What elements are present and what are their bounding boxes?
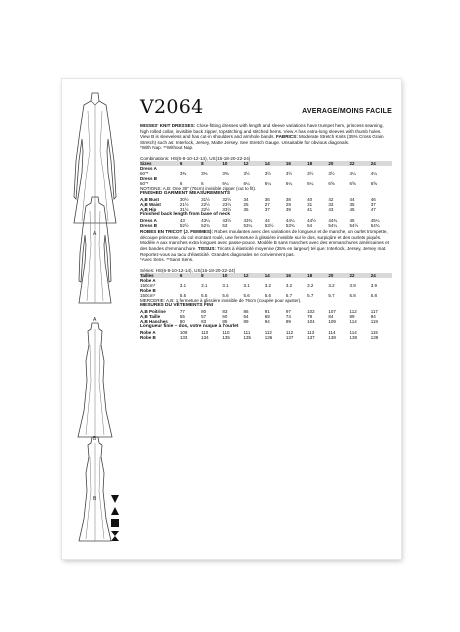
- row-label: A,B Hip: [140, 207, 157, 213]
- yardage-cell: 6¼: [243, 180, 250, 186]
- size-cell: 20: [328, 272, 334, 278]
- measurement-cell: 35: [349, 202, 355, 208]
- yardage-cell: 6⅝: [349, 180, 356, 186]
- view-label: B: [93, 496, 97, 502]
- fabric-width: 150cm*: [140, 282, 156, 288]
- measurement-cell: 84: [328, 314, 334, 320]
- view-a-back-drawing: [76, 195, 114, 307]
- view-label: A: [93, 231, 97, 237]
- row-label: A,B Taille: [140, 314, 161, 320]
- measurement-cell: 115: [370, 330, 378, 336]
- measurement-cell: 36: [264, 197, 270, 203]
- measurement-cell: 39: [285, 207, 291, 213]
- measurement-cell: 32½: [201, 207, 210, 213]
- size-cell: 18: [307, 160, 313, 166]
- row-label: A,B Bust: [140, 197, 159, 203]
- measurement-cell: 52¾: [201, 223, 210, 229]
- fabric-shape-hourglass-icon: [110, 518, 126, 528]
- measurement-cell: 136: [264, 335, 273, 341]
- fabric-shape-legend: [110, 494, 126, 544]
- french-measurements-title: MESURES DU VÊTEMENTS FINI: [140, 303, 214, 309]
- row-label: A,B Hanches: [140, 319, 168, 325]
- french-length-table: [140, 330, 392, 340]
- measurement-cell: 54¼: [328, 223, 338, 229]
- row-label: Robe A: [140, 330, 156, 336]
- size-cell: 24: [370, 272, 376, 278]
- yardage-cell: 6¼: [264, 180, 271, 186]
- measurement-cell: 102: [307, 309, 315, 315]
- measurement-cell: 114: [349, 319, 357, 325]
- measurement-cell: 44¾: [328, 218, 338, 224]
- measurement-cell: 33: [328, 202, 334, 208]
- measurement-cell: 55: [179, 314, 185, 320]
- yardage-cell: 3½: [264, 170, 271, 176]
- size-cell: 6: [179, 272, 183, 278]
- measurement-cell: 94: [264, 319, 270, 325]
- yardage-cell: 5.6: [222, 292, 229, 298]
- size-cell: 22: [349, 160, 355, 166]
- english-description-text: Close-fitting dresses with length and sleeve variations have trumpet hem, princess seaming, high rolled collar, invisible back zipper, topstitching and stitched hems. View A has extra-long sleeves with thumb holes. View B is sleeveless and has cut-in shoulders and armhole bands.: [140, 123, 384, 140]
- measurement-cell: 112: [285, 330, 294, 336]
- measurement-cell: 112: [264, 330, 272, 336]
- english-notions: NOTIONS: A,B: One 30" (76cm) invisible zipper (cut to fit).: [140, 185, 257, 191]
- measurement-cell: 30½: [179, 197, 189, 203]
- pattern-envelope-back: [62, 79, 401, 559]
- measurement-cell: 138: [349, 335, 358, 341]
- measurement-cell: 60: [222, 314, 228, 320]
- fabric-shape-hourglass-icon: [110, 530, 126, 542]
- yardage-cell: 3.2: [285, 282, 293, 288]
- measurement-cell: 138: [328, 335, 336, 341]
- measurement-cell: 94: [370, 314, 376, 320]
- yardage-cell: 3.1: [201, 282, 208, 288]
- measurement-cell: 85: [222, 319, 228, 325]
- measurement-cell: 53¼: [243, 223, 253, 229]
- size-cell: 20: [328, 160, 334, 166]
- view-name: Robe B: [140, 287, 156, 293]
- french-title: ROBES EN TRICOT (J. FEMMES):: [140, 229, 213, 235]
- view-name: Dress A: [140, 165, 157, 171]
- row-label: Dress A: [140, 218, 157, 224]
- yardage-cell: 5.6: [243, 292, 250, 298]
- measurement-cell: 117: [370, 309, 378, 315]
- french-nap-note: *Avec Sens. **Sans Sens.: [140, 257, 194, 263]
- measurement-cell: 110: [201, 330, 209, 336]
- yardage-cell: 3.9: [370, 282, 377, 288]
- yardage-cell: 5.8: [349, 292, 356, 298]
- measurement-cell: 64: [243, 314, 249, 320]
- size-cell: 14: [264, 160, 270, 166]
- measurement-cell: 99: [285, 319, 291, 325]
- size-cell: 16: [285, 160, 291, 166]
- sizes-label: Tailles: [140, 272, 154, 278]
- english-length-title: Finished back length from base of neck: [140, 212, 231, 218]
- english-fabrics-label: FABRICS:: [276, 134, 298, 140]
- french-sizes-table: [140, 273, 392, 298]
- yardage-cell: 6¼: [222, 180, 229, 186]
- yardage-cell: 5.5: [179, 292, 187, 298]
- view-b-back-drawing: [76, 435, 114, 547]
- yardage-cell: 4¼: [349, 170, 356, 176]
- measurement-cell: 89: [243, 319, 249, 325]
- measurement-cell: 137: [285, 335, 294, 341]
- french-measurements-table: [140, 309, 392, 324]
- measurement-cell: 91: [264, 309, 270, 315]
- measurement-row: [140, 223, 392, 228]
- measurement-cell: 53: [222, 223, 228, 229]
- measurement-cell: 53½: [264, 223, 274, 229]
- yardage-cell: 3.9: [349, 282, 356, 288]
- french-fabrics-label: TISSUS:: [197, 246, 216, 252]
- measurement-cell: 110: [222, 330, 230, 336]
- view-label: A: [93, 317, 97, 323]
- english-combinations: Combinations: HS(6-8-10-12-14), US(16-18-20-22-24): [140, 155, 251, 161]
- yardage-cell: 3½: [285, 170, 293, 176]
- measurement-cell: 133: [179, 335, 188, 341]
- yardage-cell: 5.7: [328, 292, 335, 298]
- measurement-cell: 40: [307, 197, 313, 203]
- yardage-cell: 3⅜: [179, 170, 187, 176]
- yardage-cell: 6: [201, 180, 204, 186]
- yardage-cell: 3½: [328, 170, 335, 176]
- measurement-cell: 44: [264, 218, 270, 224]
- french-notions: MERCERIE: A,B: 1 fermeture à glissière invisible de 76cm (coupée pour ajuster).: [140, 297, 302, 303]
- size-cell: 12: [243, 272, 249, 278]
- row-label: A,B Poitrine: [140, 309, 166, 315]
- measurement-cell: 112: [349, 309, 357, 315]
- measurement-cell: 27: [264, 202, 270, 208]
- yardage-cell: 5.7: [285, 292, 293, 298]
- measurement-cell: 46: [370, 197, 376, 203]
- yardage-cell: 3.1: [243, 282, 250, 288]
- yardage-cell: 3⅜: [201, 170, 208, 176]
- yardage-cell: 5.5: [201, 292, 208, 298]
- measurement-cell: 114: [349, 330, 357, 336]
- measurement-cell: 44: [349, 197, 355, 203]
- measurement-cell: 21½: [179, 202, 189, 208]
- measurement-cell: 135: [222, 335, 230, 341]
- english-sizes-table: [140, 161, 392, 186]
- measurement-cell: 83: [222, 309, 228, 315]
- view-label: B: [93, 436, 97, 442]
- size-cell: 14: [264, 272, 270, 278]
- french-length-title: Longueur finie – dos, votre nuque à l'ourlet: [140, 324, 239, 330]
- english-title: MISSES' KNIT DRESSES:: [140, 123, 196, 128]
- measurement-cell: 79: [307, 314, 313, 320]
- measurement-cell: 114: [328, 330, 336, 336]
- measurement-cell: 43: [328, 207, 334, 213]
- measurement-cell: 44½: [307, 218, 316, 224]
- measurement-cell: 135: [243, 335, 252, 341]
- measurement-cell: 74: [285, 314, 291, 320]
- measurement-cell: 31½: [179, 207, 189, 213]
- french-description-text: Robes moulantes avec des variations de longueur et de manche, un ourlet trompette, découpe princesse, du col montant roulé, une fermeture à glissière invisible sur le dos, surpiqûre et des ourlets piqués. Modèle A aux manches extra longues avec passe-pouce. Modèle B sans manches avec des emmanchures américaines et des bandes d'emmanchure.: [140, 229, 389, 252]
- size-cell: 12: [243, 160, 249, 166]
- measurement-cell: 45: [349, 207, 355, 213]
- measurement-cell: 37: [370, 202, 376, 208]
- measurement-cell: 69: [264, 314, 270, 320]
- measurement-cell: 111: [243, 330, 251, 336]
- english-measurements-table: [140, 197, 392, 212]
- fabric-shape-square-icon: [110, 506, 126, 516]
- measurement-cell: 119: [370, 319, 378, 325]
- size-cell: 8: [201, 272, 204, 278]
- measurement-cell: 139: [370, 335, 379, 341]
- measurement-cell: 97: [285, 309, 291, 315]
- measurement-cell: 22½: [201, 202, 210, 208]
- measurement-cell: 89: [349, 314, 355, 320]
- english-nap-note: *With Nap. **Without Nap.: [140, 145, 194, 151]
- french-series: Séries: HS(6-8-10-12-14), US(16-18-20-22-24): [140, 267, 236, 273]
- measurement-cell: 54½: [349, 223, 359, 229]
- french-description: [140, 229, 392, 263]
- measurement-cell: 35: [243, 207, 249, 213]
- measurement-cell: 54¾: [370, 223, 380, 229]
- view-b-front-drawing: [76, 321, 114, 441]
- yardage-cell: 5.7: [307, 292, 314, 298]
- measurement-cell: 86: [243, 309, 249, 315]
- row-label: Robe B: [140, 335, 156, 341]
- row-label: Dress B: [140, 223, 158, 229]
- yardage-cell: 6¼: [307, 180, 314, 186]
- yardage-cell: 3.2: [328, 282, 335, 288]
- french-fabrics-text: Tricots à élasticité moyenne (35% en largeur) tel que: Interlock, Jersey, Jersey mat. Reportez-vous au tacu d'élasticité. Grandes diagonales ne conviennent pas.: [140, 246, 387, 257]
- measurement-cell: 33½: [222, 207, 232, 213]
- measurement-cell: 38: [285, 197, 291, 203]
- size-cell: 16: [285, 272, 291, 278]
- measurement-cell: 41: [307, 207, 313, 213]
- yardage-cell: 6¼: [285, 180, 293, 186]
- measurement-cell: 31½: [201, 197, 210, 203]
- size-cell: 10: [222, 272, 228, 278]
- yardage-cell: 3⅜: [222, 170, 229, 176]
- measurement-cell: 53¾: [285, 223, 295, 229]
- measurement-cell: 107: [328, 309, 336, 315]
- measurement-cell: 80: [201, 309, 207, 315]
- fabric-width: 60"*: [140, 180, 149, 186]
- header: [140, 91, 392, 117]
- measurement-cell: 113: [307, 330, 315, 336]
- measurement-cell: 57: [201, 314, 207, 320]
- size-cell: 18: [307, 272, 313, 278]
- measurement-cell: 45¼: [370, 218, 380, 224]
- measurement-cell: 134: [201, 335, 209, 341]
- measurement-cell: 54: [307, 223, 313, 229]
- measurement-cell: 47: [370, 207, 376, 213]
- english-measurements-title: FINISHED GARMENT MEASUREMENTS: [140, 191, 231, 197]
- english-length-table: [140, 218, 392, 228]
- measurement-cell: 44¼: [285, 218, 295, 224]
- measurement-cell: 43¼: [201, 218, 210, 224]
- measurement-cell: 23½: [222, 202, 232, 208]
- measurement-cell: 77: [179, 309, 185, 315]
- size-cell: 24: [370, 160, 376, 166]
- view-name: Dress B: [140, 175, 158, 181]
- measurement-cell: 109: [328, 319, 336, 325]
- measurement-cell: 43: [179, 218, 185, 224]
- yardage-cell: 5.6: [264, 292, 271, 298]
- row-label: A,B Waist: [140, 202, 161, 208]
- yardage-cell: 3½: [307, 170, 314, 176]
- measurement-cell: 34: [243, 197, 249, 203]
- measurement-cell: 52½: [179, 223, 189, 229]
- measurement-cell: 80: [179, 319, 185, 325]
- yardage-cell: 3.1: [179, 282, 187, 288]
- yardage-cell: 3.2: [307, 282, 314, 288]
- measurement-cell: 45: [349, 218, 355, 224]
- yardage-cell: 6⅝: [328, 180, 335, 186]
- english-fabrics-text: Moderate Stretch Knits (35% Cross Grain Stretch) such as: Interlock, Jersey, Matte Jersey. See Stretch Gauge. Unsuitable for obvious diagonals.: [140, 134, 384, 145]
- measurement-cell: 109: [179, 330, 188, 336]
- measurement-cell: 83: [201, 319, 207, 325]
- measurement-cell: 31: [307, 202, 313, 208]
- sizes-label: Sizes: [140, 160, 152, 166]
- skill-level: AVERAGE/MOINS FACILE: [302, 108, 392, 115]
- measurement-cell: 42: [328, 197, 334, 203]
- pattern-info: [140, 91, 392, 340]
- yardage-cell: 4¼: [370, 170, 377, 176]
- measurement-cell: 137: [307, 335, 315, 341]
- measurement-cell: 29: [285, 202, 291, 208]
- pattern-number: V2064: [140, 96, 204, 118]
- yardage-cell: 6⅝: [370, 180, 377, 186]
- fabric-shape-triangle-icon: [110, 494, 126, 504]
- measurement-cell: 25: [243, 202, 249, 208]
- yardage-cell: 3.1: [222, 282, 229, 288]
- yardage-cell: 3.2: [264, 282, 271, 288]
- measurement-cell: 104: [307, 319, 315, 325]
- yardage-cell: 6: [179, 180, 183, 186]
- size-cell: 10: [222, 160, 228, 166]
- size-cell: 8: [201, 160, 204, 166]
- yardage-cell: 5.8: [370, 292, 377, 298]
- measurement-cell: 37: [264, 207, 270, 213]
- measurement-cell: 32½: [222, 197, 232, 203]
- size-cell: 22: [349, 272, 355, 278]
- technical-drawings: [62, 79, 132, 559]
- yardage-cell: 3½: [243, 170, 250, 176]
- fabric-width: 60"*: [140, 170, 149, 176]
- measurement-row: [140, 335, 392, 340]
- view-name: Robe A: [140, 277, 156, 283]
- size-cell: 6: [179, 160, 183, 166]
- measurement-cell: 43¾: [243, 218, 253, 224]
- fabric-width: 150cm*: [140, 292, 156, 298]
- measurement-cell: 43½: [222, 218, 232, 224]
- english-description: [140, 123, 392, 151]
